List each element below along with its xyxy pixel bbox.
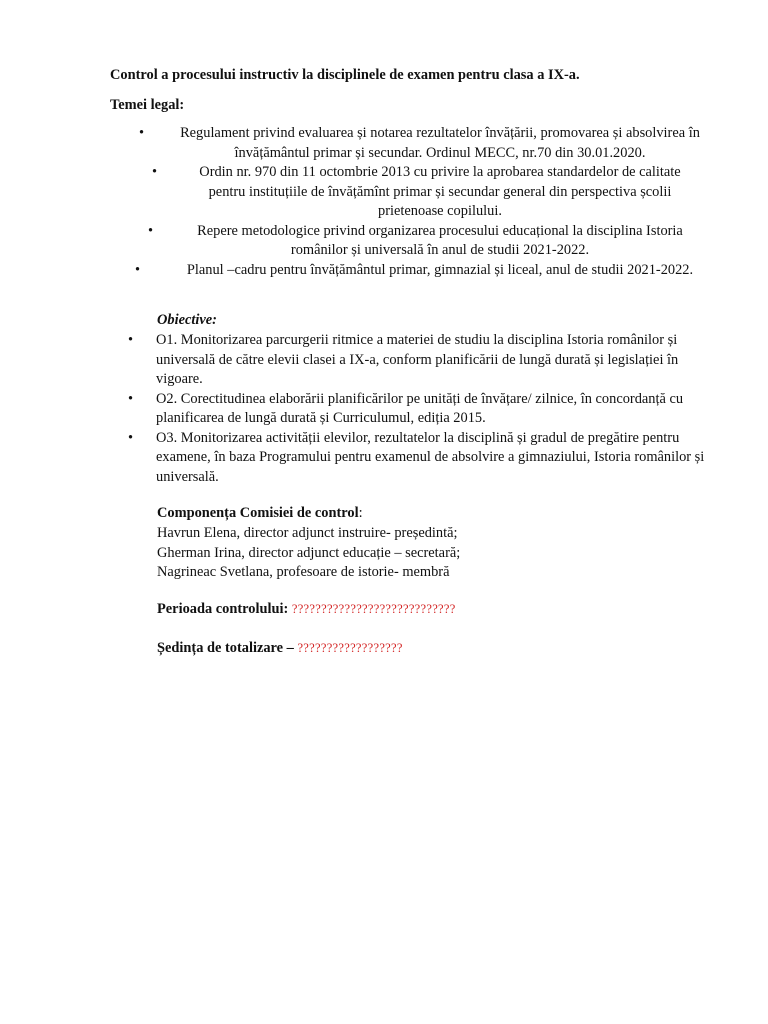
summary-meeting-value: ?????????????????? — [297, 641, 403, 655]
bullet-icon: • — [135, 261, 141, 278]
legal-basis-heading: Temei legal: — [110, 97, 185, 113]
legal-item-text: Planul –cadru pentru învățământul primar, gimnazial și liceal, anul de studii 2021-2022. — [186, 261, 694, 278]
objective-text: O2. Corectitudinea elaborării planificărilor pe unități de învățare/ zilnice, în concordanță cu planificarea de lungă durată și Curriculumul, ediția 2015. — [156, 390, 684, 426]
objective-item — [128, 429, 718, 488]
legal-item — [125, 163, 725, 222]
bullet-icon: • — [128, 390, 134, 407]
commission-member: Nagrineac Svetlana, profesoare de istorie- membră — [157, 564, 450, 580]
legal-item — [125, 124, 725, 163]
commission-members — [157, 524, 460, 583]
commission-heading — [157, 504, 363, 524]
legal-item-text: Ordin nr. 970 din 11 octombrie 2013 cu privire la aprobarea standardelor de calitate pentru instituțiile de învățămînt primar și secundar general din perspectiva școlii prietenoase copilului. — [199, 164, 681, 219]
bullet-icon: • — [152, 164, 158, 180]
legal-item — [125, 261, 725, 281]
legal-basis-list — [125, 124, 725, 280]
summary-meeting-label: Ședința de totalizare – — [157, 640, 294, 656]
control-period-value: ???????????????????????????? — [291, 602, 456, 616]
bullet-icon: • — [128, 429, 134, 446]
commission-member: Gherman Irina, director adjunct educație – secretară; — [157, 544, 461, 561]
control-period-label: Perioada controlului: — [157, 601, 289, 617]
objective-item — [128, 390, 718, 429]
document-title: Control a procesului instructiv la disciplinele de examen pentru clasa a IX-a. — [110, 67, 580, 83]
bullet-icon: • — [148, 222, 154, 239]
objective-text: O3. Monitorizarea activității elevilor, rezultatelor la disciplină și gradul de pregătire pentru examene, în baza Programului pentru examenul de absolvire a gimnaziului, Istoria românilor și universală. — [156, 429, 705, 485]
control-period — [157, 600, 456, 620]
commission-heading-colon: : — [358, 505, 363, 521]
objectives-heading: Obiective: — [157, 312, 217, 328]
commission-member: Havrun Elena, director adjunct instruire- președintă; — [157, 525, 458, 541]
objectives-list — [128, 331, 718, 487]
legal-item-text: Repere metodologice privind organizarea procesului educațional la disciplina Istoria românilor și universală în anul de studii 2021-2022. — [197, 222, 683, 258]
legal-item-text: Regulament privind evaluarea și notarea rezultatelor învățării, promovarea și absolvirea în învățământul primar și secundar. Ordinul MECC, nr.70 din 30.01.2020. — [180, 125, 700, 161]
legal-item — [125, 222, 725, 261]
bullet-icon: • — [128, 332, 134, 348]
objective-item — [128, 331, 718, 390]
bullet-icon: • — [139, 125, 145, 141]
objective-text: O1. Monitorizarea parcurgerii ritmice a materiei de studiu la disciplina Istoria românilor și universală de către elevii clasei a IX-a, conform planificării de lungă durată și legislației în vigoare. — [156, 332, 679, 387]
commission-heading-label: Componența Comisiei de control — [157, 505, 359, 521]
summary-meeting — [157, 639, 403, 659]
